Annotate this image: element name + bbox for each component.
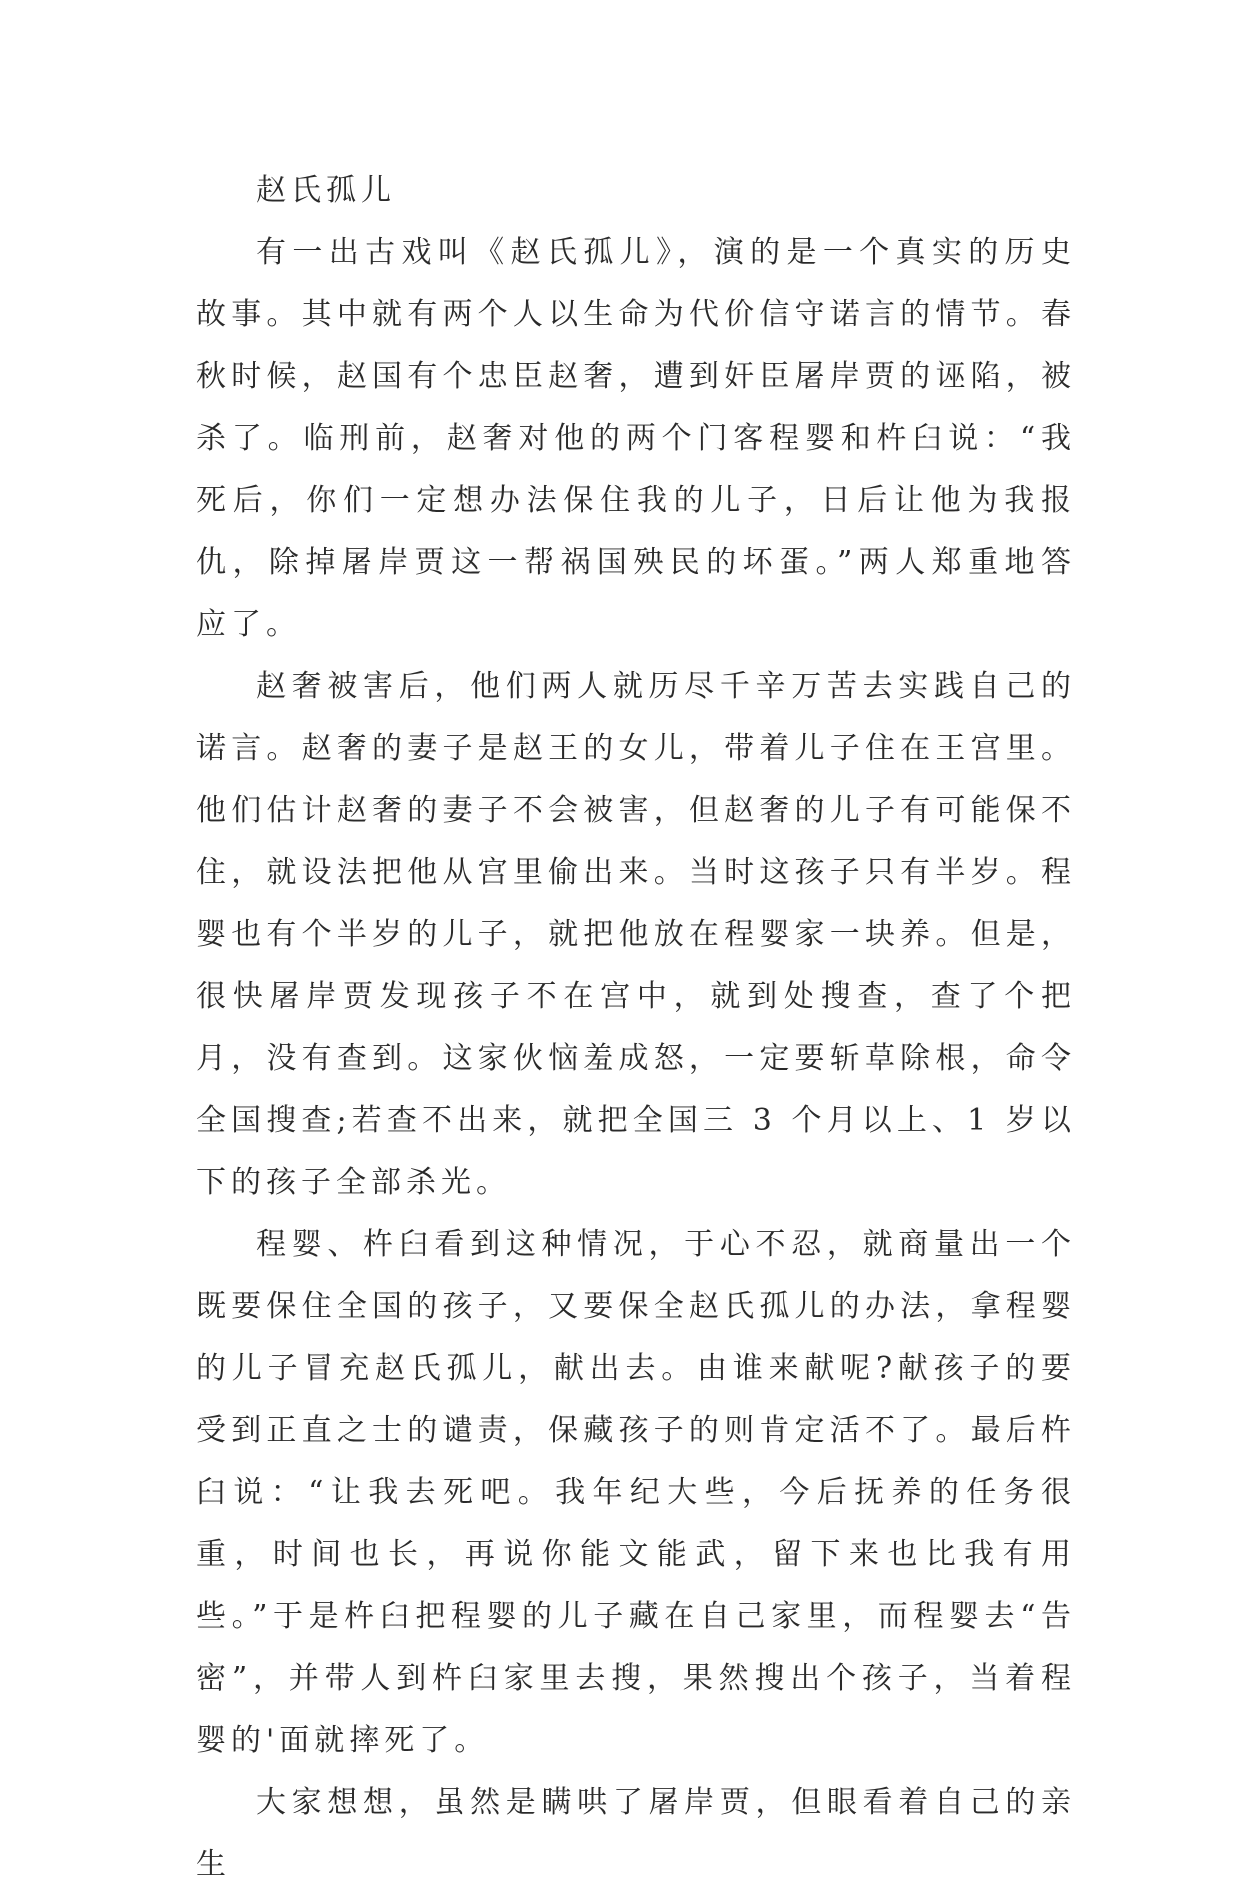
paragraph-4: 大家想想，虽然是瞒哄了屠岸贾，但眼看着自己的亲生 <box>196 1785 1076 1882</box>
document-title: 赵氏孤儿 <box>256 173 396 208</box>
paragraph-1: 有一出古戏叫《赵氏孤儿》，演的是一个真实的历史故事。其中就有两个人以生命为代价信守诺言的情节。春秋时候，赵国有个忠臣赵奢，遭到奸臣屠岸贾的诬陷，被杀了。临刑前，赵奢对他的两个门客程婴和杵臼说：“我死后，你们一定想办法保住我的儿子，日后让他为我报仇，除掉屠岸贾这一帮祸国殃民的坏蛋。”两人郑重地答应了。 <box>196 235 1076 642</box>
paragraph-3: 程婴、杵臼看到这种情况，于心不忍，就商量出一个既要保住全国的孩子，又要保全赵氏孤儿的办法，拿程婴的儿子冒充赵氏孤儿，献出去。由谁来献呢?献孩子的要受到正直之士的谴责，保藏孩子的则肯定活不了。最后杵臼说：“让我去死吧。我年纪大些，今后抚养的任务很重，时间也长，再说你能文能武，留下来也比我有用些。”于是杵臼把程婴的儿子藏在自己家里，而程婴去“告密”，并带人到杵臼家里去搜，果然搜出个孩子，当着程婴的'面就摔死了。 <box>196 1227 1076 1758</box>
paragraph-2: 赵奢被害后，他们两人就历尽千辛万苦去实践自己的诺言。赵奢的妻子是赵王的女儿，带着儿子住在王宫里。他们估计赵奢的妻子不会被害，但赵奢的儿子有可能保不住，就设法把他从宫里偷出来。当时这孩子只有半岁。程婴也有个半岁的儿子，就把他放在程婴家一块养。但是，很快屠岸贾发现孩子不在宫中，就到处搜查，查了个把月，没有查到。这家伙恼羞成怒，一定要斩草除根，命令全国搜查;若查不出来，就把全国三 3 个月以上、1 岁以下的孩子全部杀光。 <box>196 669 1076 1200</box>
document-body <box>196 160 1076 1896</box>
